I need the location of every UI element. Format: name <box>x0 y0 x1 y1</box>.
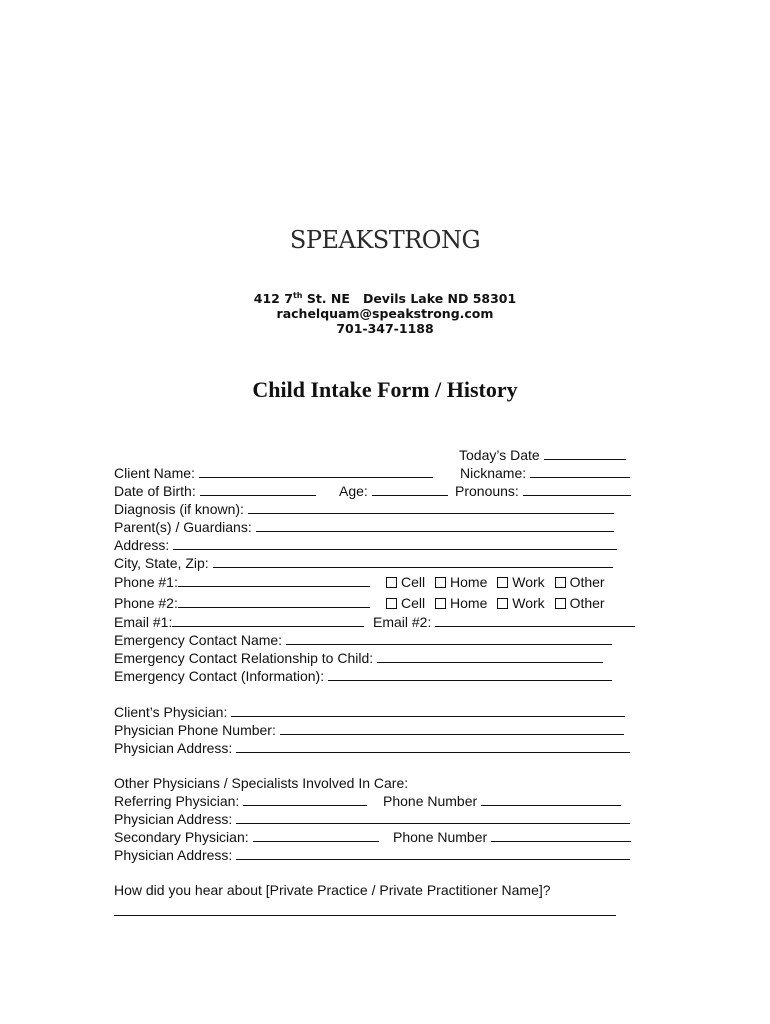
other-physicians-heading: Other Physicians / Specialists Involved In Care: <box>114 775 409 791</box>
phone2-label: Phone #2: <box>114 595 178 611</box>
phone2-other-checkbox[interactable] <box>555 598 566 609</box>
nickname-label: Nickname: <box>460 465 527 481</box>
phone1-cell-checkbox[interactable] <box>386 577 397 588</box>
emergency-relationship-field[interactable] <box>114 650 603 667</box>
client-physician-label: Client’s Physician: <box>114 704 228 720</box>
emergency-info-field[interactable] <box>114 668 612 685</box>
secondary-physician-field[interactable] <box>114 829 379 846</box>
phone2-cell-checkbox[interactable] <box>386 598 397 609</box>
phone1-other-checkbox[interactable] <box>555 577 566 588</box>
phone1-work-label: Work <box>512 574 545 590</box>
dob-field[interactable] <box>114 483 316 500</box>
diagnosis-label: Diagnosis (if known): <box>114 501 244 517</box>
physician-address-label: Physician Address: <box>114 740 233 756</box>
phone2-other-label: Other <box>569 595 605 611</box>
dob-label: Date of Birth: <box>114 483 196 499</box>
referring-phone-label: Phone Number <box>383 793 478 809</box>
pronouns-label: Pronouns: <box>455 483 519 499</box>
phone1-home-label: Home <box>450 574 488 590</box>
city-state-zip-field[interactable] <box>114 555 613 572</box>
phone2-home-label: Home <box>450 595 488 611</box>
how-heard-answer-line[interactable] <box>114 915 616 916</box>
email1-label: Email #1: <box>114 614 173 630</box>
guardians-label: Parent(s) / Guardians: <box>114 519 252 535</box>
physician-phone-label: Physician Phone Number: <box>114 722 276 738</box>
age-field[interactable] <box>339 483 448 500</box>
phone2-work-label: Work <box>512 595 545 611</box>
address-label: Address: <box>114 537 170 553</box>
pronouns-field[interactable] <box>455 483 631 500</box>
todays-date-label: Today’s Date <box>459 447 540 463</box>
address-suffix: th <box>292 290 303 300</box>
phone2-cell-label: Cell <box>401 595 426 611</box>
phone1-work-checkbox[interactable] <box>497 577 508 588</box>
phone1-other-label: Other <box>569 574 605 590</box>
email2-field[interactable] <box>373 614 635 631</box>
nickname-field[interactable] <box>460 465 630 482</box>
secondary-physician-address-field[interactable] <box>114 847 630 864</box>
todays-date-field[interactable] <box>459 447 626 464</box>
email1-field[interactable] <box>114 614 364 631</box>
client-name-label: Client Name: <box>114 465 195 481</box>
phone1-label: Phone #1: <box>114 574 178 590</box>
phone2-work-checkbox[interactable] <box>497 598 508 609</box>
referring-physician-label: Referring Physician: <box>114 793 240 809</box>
age-label: Age: <box>339 483 368 499</box>
client-name-field[interactable] <box>114 465 433 482</box>
physician-phone-field[interactable] <box>114 722 624 739</box>
emergency-name-field[interactable] <box>114 632 612 649</box>
client-physician-field[interactable] <box>114 704 625 721</box>
phone2-home-checkbox[interactable] <box>435 598 446 609</box>
form-title: Child Intake Form / History <box>252 377 518 402</box>
referring-physician-address-label: Physician Address: <box>114 811 233 827</box>
emergency-name-label: Emergency Contact Name: <box>114 632 283 648</box>
phone1-cell-label: Cell <box>401 574 426 590</box>
practice-address <box>0 291 770 306</box>
phone2-type-options <box>376 595 605 612</box>
phone1-field[interactable] <box>114 574 370 591</box>
phone1-type-options <box>376 574 605 591</box>
address-street-city: St. NE Devils Lake ND 58301 <box>302 291 517 306</box>
emergency-relationship-label: Emergency Contact Relationship to Child: <box>114 650 374 666</box>
address-field[interactable] <box>114 537 617 554</box>
secondary-physician-address-label: Physician Address: <box>114 847 233 863</box>
speakstrong-logo: SPEAKSTRONG <box>289 226 481 254</box>
referring-phone-field[interactable] <box>383 793 621 810</box>
emergency-info-label: Emergency Contact (Information): <box>114 668 325 684</box>
city-state-zip-label: City, State, Zip: <box>114 555 209 571</box>
referring-physician-address-field[interactable] <box>114 811 630 828</box>
email2-label: Email #2: <box>373 614 432 630</box>
phone1-home-checkbox[interactable] <box>435 577 446 588</box>
diagnosis-field[interactable] <box>114 501 614 518</box>
phone2-field[interactable] <box>114 595 370 612</box>
secondary-physician-label: Secondary Physician: <box>114 829 249 845</box>
physician-address-field[interactable] <box>114 740 630 757</box>
referring-physician-field[interactable] <box>114 793 367 810</box>
practice-email: rachelquam@speakstrong.com <box>276 306 494 321</box>
secondary-phone-label: Phone Number <box>393 829 488 845</box>
address-number: 412 7 <box>253 291 293 306</box>
secondary-phone-field[interactable] <box>393 829 631 846</box>
how-heard-question: How did you hear about [Private Practice / Private Practitioner Name]? <box>114 882 551 898</box>
practice-phone: 701-347-1188 <box>336 321 434 336</box>
guardians-field[interactable] <box>114 519 614 536</box>
